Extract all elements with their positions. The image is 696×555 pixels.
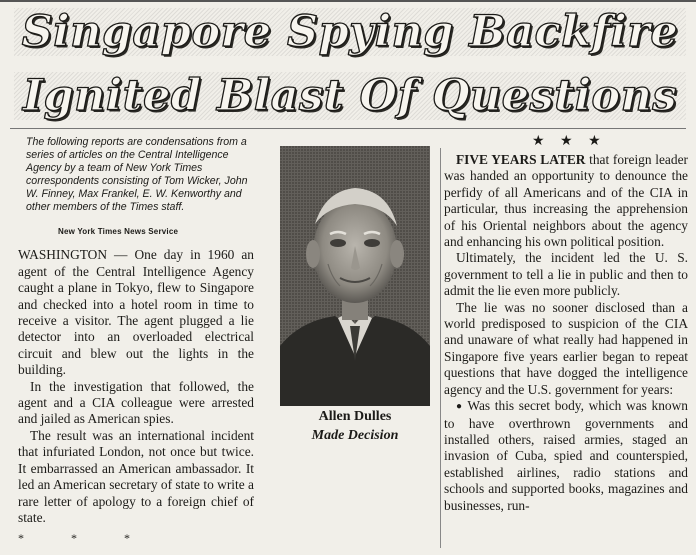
headline-line-1: Singapore Spying Backfire [14, 8, 686, 56]
col3-paragraph-2: Ultimately, the incident led the U. S. government to tell a lie in public and then to admit the lie even more publicly. [444, 250, 688, 299]
portrait-photo [280, 146, 430, 406]
lead-text: One day in 1960 an agent of the Central Intelligence Agency caught a plane in Tokyo, flew to Singapore and checked into a hotel room in time to receive a visitor. The agent plugged a lie detector into an overloaded electrical circuit and blew out the lights in the building. [18, 247, 254, 378]
column-rule [440, 148, 441, 548]
col3-paragraph-3: The lie was no sooner disclosed than a world predisposed to suspicion of the CIA and unaware of what really had happened in Singapore five years earlier began to repeat questions that have dogged the intelligence agency and the U.S. government for years: [444, 299, 688, 397]
photo-caption-subtitle: Made Decision [311, 428, 399, 443]
column-1 [18, 136, 254, 547]
kicker-paragraph [444, 152, 688, 250]
news-service-credit: New York Times News Service [58, 227, 179, 236]
paragraph-3: The result was an international incident that infuriated London, not once but twice. It embarrassed an American ambassador. It led an American secretary of state to write a rare letter of apology to a foreign chief of state. [18, 427, 254, 525]
portrait-image [280, 146, 430, 406]
section-break-stars: * * * [18, 531, 152, 546]
bullet-icon: ● [456, 401, 464, 413]
headline-line-2: Ignited Blast Of Questions [14, 72, 686, 120]
col3-paragraph-4-text: Was this secret body, which was known to have overthrown governments and installed others, raised armies, staged an invasion of Cuba, spied and counterspied, established airlines, radio stations and schools and supported books, magazines and businesses, run- [444, 398, 688, 513]
kicker: FIVE YEARS LATER [456, 152, 586, 167]
section-stars: ★ ★ ★ [532, 134, 607, 149]
paragraph-2: In the investigation that followed, the agent and a CIA colleague were arrested and jailed as American spies. [18, 378, 254, 427]
kicker-text: that foreign leader was handed an opportunity to denounce the perfidy of all Americans and of the CIA in particular, thus increasing the apprehension of his Oriental neighbors about the agency and enhancing his own political position. [444, 152, 688, 250]
col3-paragraph-4 [444, 398, 688, 514]
header-rule [10, 128, 686, 129]
lead-paragraph [18, 247, 254, 378]
intro-block [18, 136, 254, 214]
photo-caption-name: Allen Dulles [318, 409, 392, 424]
top-rule [0, 0, 696, 2]
column-3 [444, 152, 688, 514]
dateline: WASHINGTON — [18, 247, 128, 263]
intro-note: The following reports are condensations from a series of articles on the Central Intelligence Agency by a team of New York Times correspondents consisting of Tom Wicker, John W. Finney, Max Frankel, E. W. Kenworthy and other members of the Times staff. [26, 136, 248, 213]
